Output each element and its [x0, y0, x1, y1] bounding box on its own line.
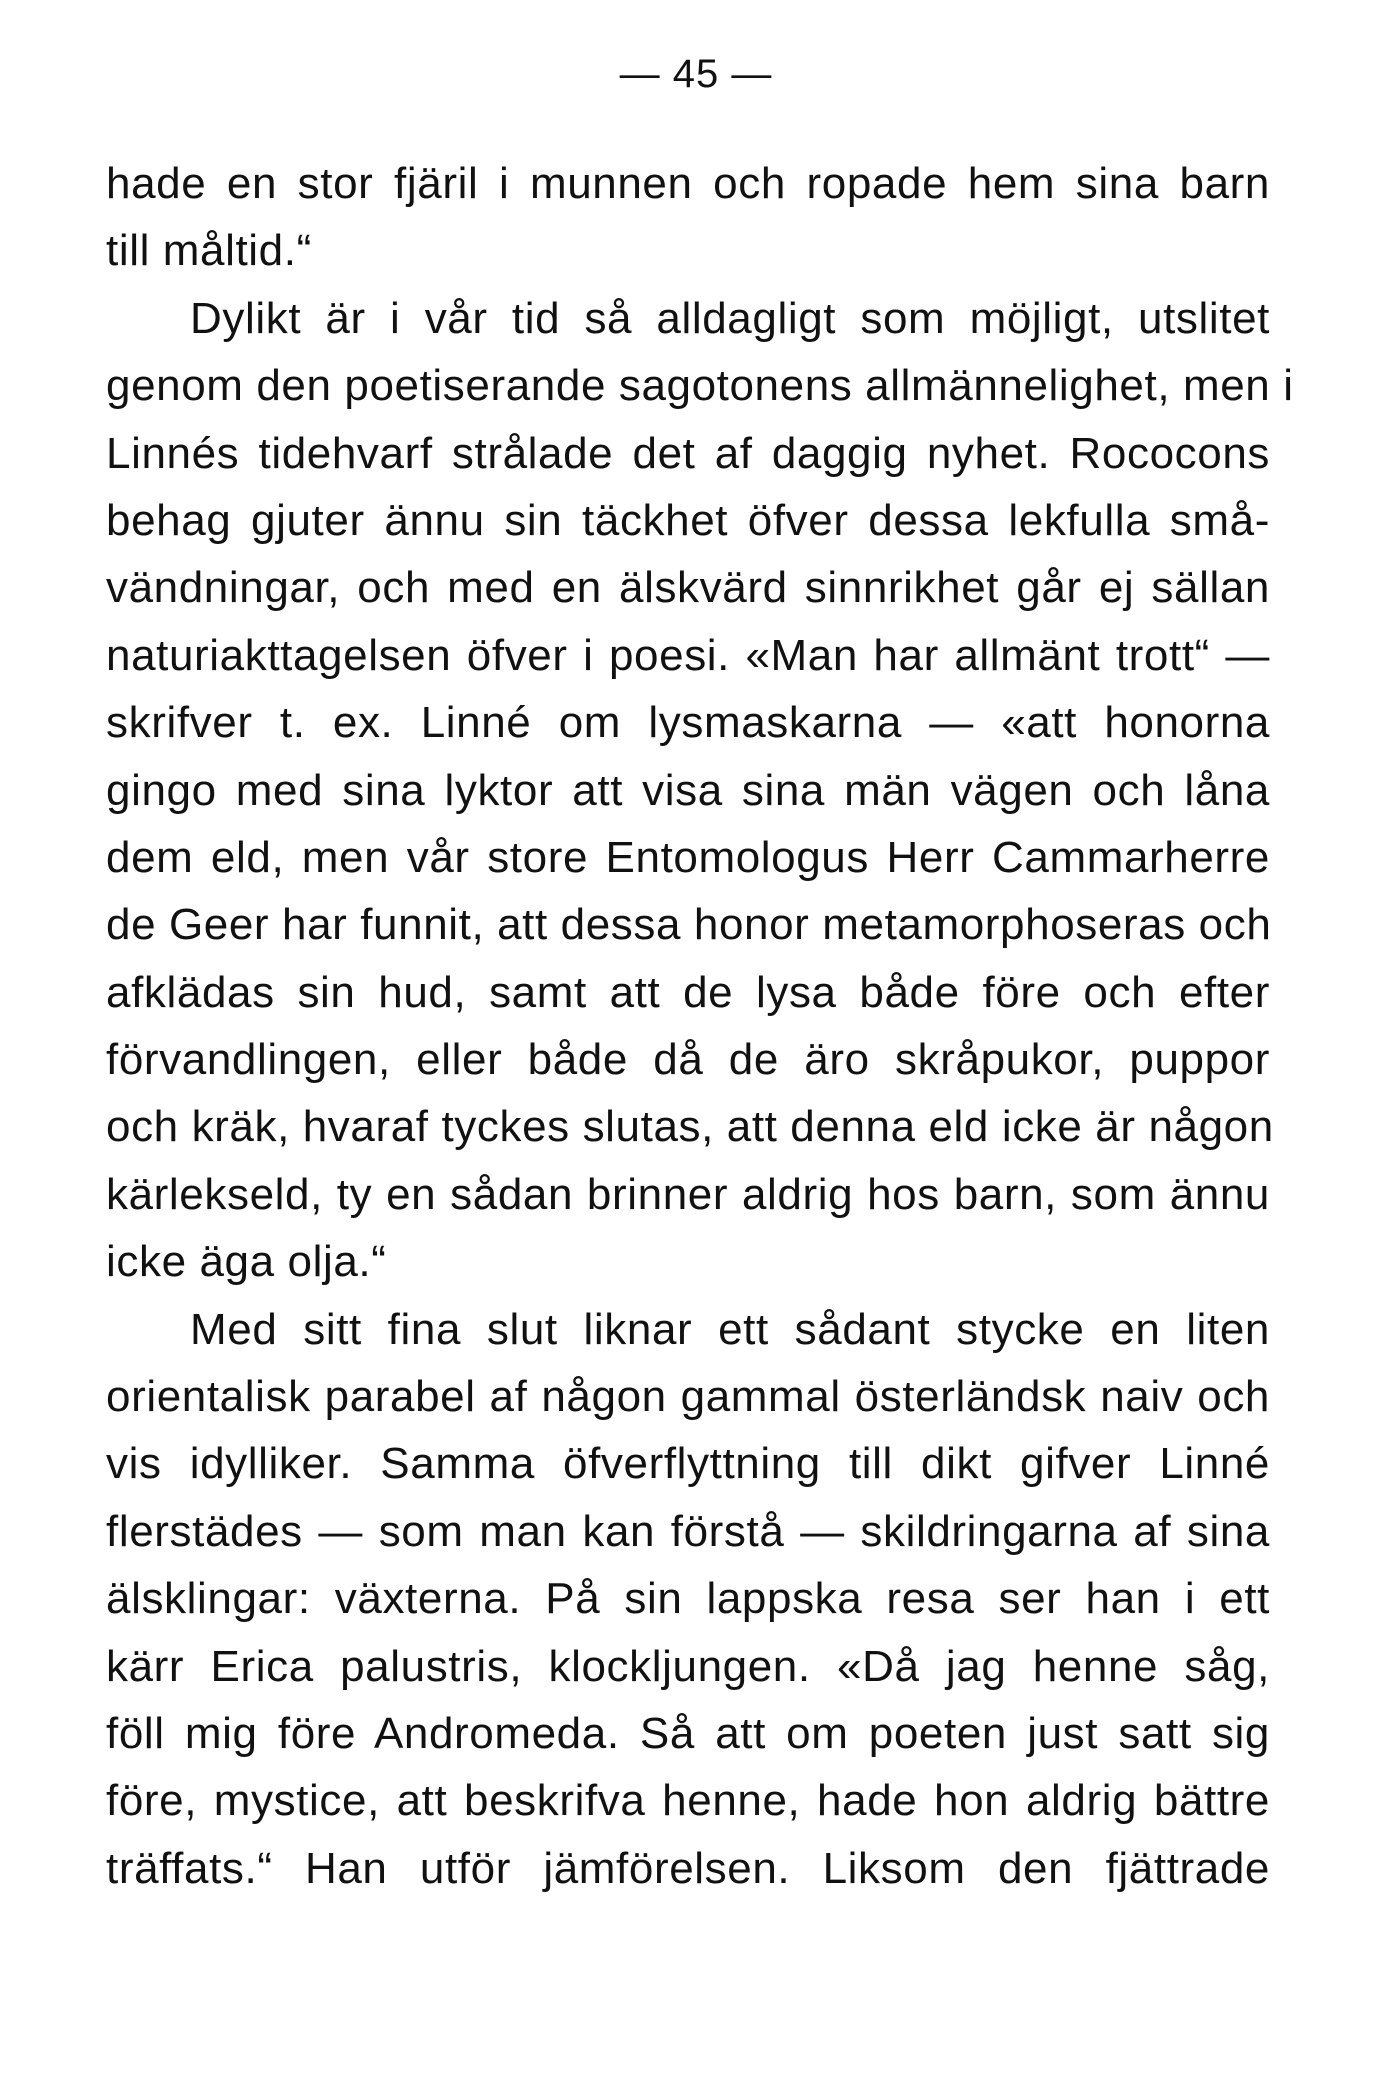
text-line: kärlekseld, ty en sådan brinner aldrig hos barn, som ännu: [106, 1169, 1270, 1219]
text-line: flerstädes — som man kan förstå — skildringarna af sina: [106, 1506, 1270, 1556]
text-line: föll mig före Andromeda. Så att om poeten just satt sig: [106, 1708, 1270, 1758]
text-line: behag gjuter ännu sin täckhet öfver dessa lekfulla små-: [106, 495, 1270, 545]
text-line: gingo med sina lyktor att visa sina män vägen och låna: [106, 765, 1270, 815]
text-line: orientalisk parabel af någon gammal österländsk naiv och: [106, 1372, 1270, 1422]
text-line: Med sitt fina slut liknar ett sådant stycke en liten: [190, 1304, 1270, 1354]
text-line: vis idylliker. Samma öfverflyttning till dikt gifver Linné: [106, 1439, 1270, 1489]
page-number: — 45 —: [619, 52, 773, 96]
text-line: icke äga olja.“: [106, 1237, 387, 1287]
text-line: före, mystice, att beskrifva henne, hade hon aldrig bättre: [106, 1776, 1270, 1826]
text-line: kärr Erica palustris, klockljungen. «Då jag henne såg,: [106, 1641, 1270, 1691]
text-line: afklädas sin hud, samt att de lysa både före och efter: [106, 967, 1270, 1017]
body-text: [106, 150, 1294, 1902]
text-line: förvandlingen, eller både då de äro skråpukor, puppor: [106, 1035, 1270, 1085]
text-line: Linnés tidehvarf strålade det af daggig nyhet. Rococons: [106, 428, 1270, 478]
text-line: de Geer har funnit, att dessa honor metamorphoseras och: [106, 900, 1272, 950]
text-line: träffats.“ Han utför jämförelsen. Liksom den fjättrade: [106, 1843, 1270, 1893]
text-line: Dylikt är i vår tid så alldagligt som möjligt, utslitet: [190, 293, 1270, 343]
text-line: skrifver t. ex. Linné om lysmaskarna — «att honorna: [106, 698, 1270, 748]
text-line: genom den poetiserande sagotonens allmännelighet, men i: [106, 361, 1294, 411]
text-line: älsklingar: växterna. På sin lappska resa ser han i ett: [106, 1574, 1270, 1624]
text-line: och kräk, hvaraf tyckes slutas, att denna eld icke är någon: [106, 1102, 1274, 1152]
text-line: dem eld, men vår store Entomologus Herr Cammarherre: [106, 832, 1270, 882]
text-line: naturiakttagelsen öfver i poesi. «Man har allmänt trott“ —: [106, 630, 1270, 680]
text-line: hade en stor fjäril i munnen och ropade hem sina barn: [106, 159, 1270, 208]
text-line: till måltid.“: [106, 226, 312, 276]
text-line: vändningar, och med en älskvärd sinnrikhet går ej sällan: [106, 563, 1270, 613]
